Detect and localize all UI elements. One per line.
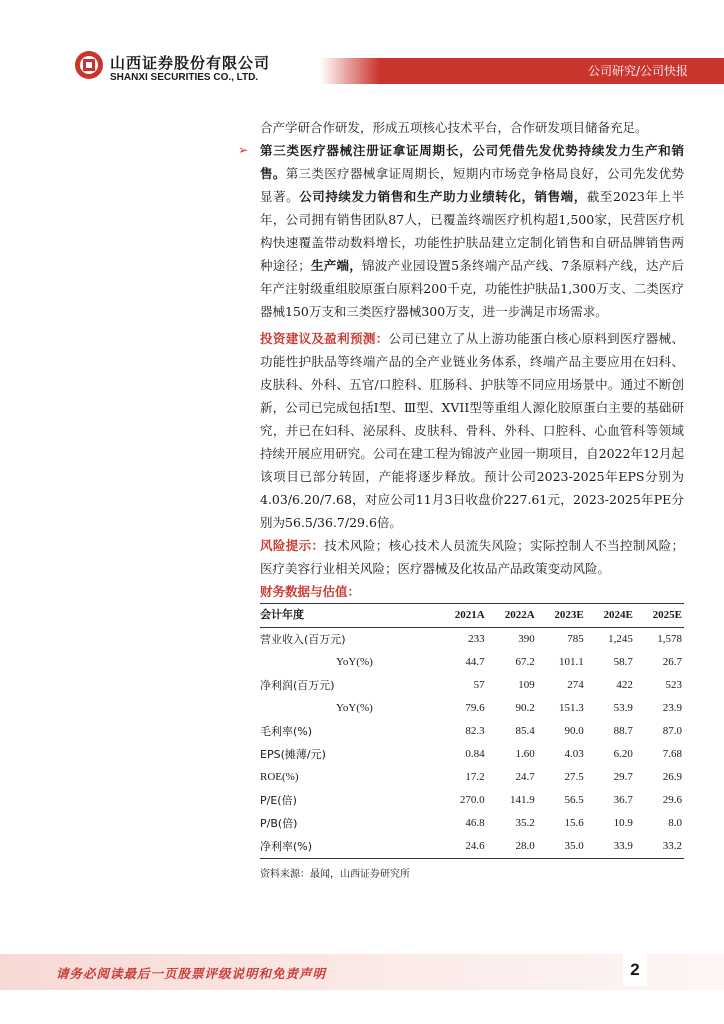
table-cell: 274	[567, 679, 584, 691]
table-cell: 33.9	[586, 835, 635, 859]
header-band-fade	[320, 58, 380, 84]
bullet-text-1: 第三类医疗器械拿证周期长，短期内市场竞争格局良好，公司先发优势显著。	[260, 166, 684, 204]
table-header-cell: 2025E	[635, 604, 684, 628]
table-cell: 36.7	[613, 794, 633, 806]
table-row	[260, 697, 684, 720]
table-cell: 10.9	[613, 817, 633, 829]
table-row	[260, 628, 684, 652]
table-cell: 90.0	[564, 725, 584, 737]
company-logo-icon	[74, 50, 104, 80]
table-cell: 1.60	[515, 748, 535, 760]
page-number: 2	[623, 954, 647, 986]
row-label: YoY(%)	[336, 656, 373, 668]
table-cell: 0.84	[465, 748, 485, 760]
table-cell: 33.2	[635, 835, 684, 859]
table-cell: 1,245	[608, 633, 633, 645]
table-cell: 46.8	[465, 817, 485, 829]
row-label: 净利润(百万元)	[260, 679, 335, 692]
table-header-cell: 2023E	[537, 604, 586, 628]
table-cell: 7.68	[662, 748, 682, 760]
table-row	[260, 812, 684, 835]
table-cell: 24.6	[437, 835, 487, 859]
table-row	[260, 674, 684, 697]
bullet-item	[238, 139, 684, 323]
table-header-cell: 2024E	[586, 604, 635, 628]
table-header-row	[260, 604, 684, 628]
risk-label: 风险提示：	[260, 538, 325, 553]
table-header-cell: 2021A	[437, 604, 487, 628]
table-cell: 29.6	[662, 794, 682, 806]
table-row	[260, 651, 684, 674]
row-label: ROE(%)	[260, 771, 299, 783]
table-cell: 87.0	[662, 725, 682, 737]
table-cell: 101.1	[559, 656, 584, 668]
table-body	[260, 628, 684, 859]
row-label: P/B(倍)	[260, 817, 298, 830]
table-cell: 90.2	[515, 702, 535, 714]
risk-paragraph	[260, 534, 684, 580]
report-section-label: 公司研究/公司快报	[587, 64, 688, 78]
table-cell: 270.0	[459, 794, 485, 806]
table-cell: 56.5	[564, 794, 584, 806]
bullet-paragraph	[260, 139, 684, 323]
bullet-text-2: 截至2023年上半年，公司拥有销售团队87人，已覆盖终端医疗机构超1,500家，民营医疗机构快速覆盖带动数料增长，功能性护肤品建立定制化销售和自研品牌销售两种途径；	[260, 189, 684, 273]
table-cell: 35.0	[537, 835, 586, 859]
row-label: YoY(%)	[336, 702, 373, 714]
row-label: 营业收入(百万元)	[260, 633, 346, 646]
table-cell: 109	[518, 679, 535, 691]
row-label: 毛利率(%)	[260, 725, 313, 738]
table-cell: 422	[616, 679, 633, 691]
table-cell: 785	[567, 633, 584, 645]
table-row	[260, 743, 684, 766]
table-cell: 85.4	[515, 725, 535, 737]
table-cell: 15.6	[564, 817, 584, 829]
table-cell: 24.7	[515, 771, 535, 783]
table-cell: 151.3	[559, 702, 584, 714]
footer-disclaimer: 请务必阅读最后一页股票评级说明和免责声明	[56, 966, 327, 981]
table-row	[260, 835, 684, 859]
table-cell: 27.5	[564, 771, 584, 783]
table-cell: 8.0	[668, 817, 682, 829]
table-cell: 6.20	[613, 748, 633, 760]
investment-paragraph	[260, 327, 684, 534]
table-header-cell: 会计年度	[260, 604, 437, 628]
table-cell: 67.2	[515, 656, 535, 668]
investment-text: 公司已建立了从上游功能蛋白核心原料到医疗器械、功能性护肤品等终端产品的全产业链业务体系，终端产品主要应用在妇科、皮肤科、外科、五官/口腔科、肛肠科、护肤等不同应用场景中。通过不断创新，公司已完成包括Ⅰ型、Ⅲ型、XVII型等重组人源化胶原蛋白主要的基础研究，并已在妇科、泌尿科、皮肤科、骨科、外科、口腔科、心血管科等领域持续开展应用研究。公司在建工程为锦波产业园一期项目，自2022年12月起该项目已部分转固，产能将逐步释放。预计公司2023-2025年EPS分别为4.03/6.20/7.68，对应公司11月3日收盘价227.61元，2023-2025年PE分别为56.5/36.7/29.6倍。	[260, 331, 684, 530]
paragraph-tech-platform: 合产学研合作研发，形成五项核心技术平台，合作研发项目储备充足。	[260, 120, 648, 135]
table-title: 财务数据与估值：	[260, 584, 361, 599]
table-source: 资料来源：最闻，山西证券研究所	[260, 869, 410, 880]
bullet-bold-3: 生产端，	[310, 258, 362, 273]
table-cell: 523	[665, 679, 682, 691]
row-label: EPS(摊薄/元)	[260, 748, 326, 761]
table-header-cell: 2022A	[487, 604, 537, 628]
table-cell: 1,578	[657, 633, 682, 645]
table-cell: 23.9	[662, 702, 682, 714]
table-cell: 57	[473, 679, 485, 691]
table-cell: 58.7	[613, 656, 633, 668]
table-row	[260, 766, 684, 789]
table-cell: 35.2	[515, 817, 535, 829]
table-cell: 44.7	[465, 656, 485, 668]
table-cell: 28.0	[487, 835, 537, 859]
company-name-cn: 山西证券股份有限公司	[110, 54, 271, 72]
main-content	[238, 116, 684, 886]
table-cell: 4.03	[564, 748, 584, 760]
financial-table	[260, 603, 684, 859]
investment-label: 投资建议及盈利预测：	[260, 331, 389, 346]
table-cell: 233	[468, 633, 485, 645]
table-row	[260, 789, 684, 812]
table-cell: 82.3	[465, 725, 485, 737]
table-row	[260, 720, 684, 743]
table-cell: 26.9	[662, 771, 682, 783]
row-label: P/E(倍)	[260, 794, 297, 807]
table-cell: 141.9	[509, 794, 535, 806]
company-name-en: SHANXI SECURITIES CO., LTD.	[110, 72, 259, 83]
bullet-heading: 第三类医疗器械注册证拿证周期长，公司凭借先发优势持续发力生产和销售。	[260, 143, 684, 181]
table-cell: 88.7	[613, 725, 633, 737]
table-cell: 390	[518, 633, 535, 645]
table-cell: 53.9	[613, 702, 633, 714]
table-cell: 79.6	[465, 702, 485, 714]
row-label: 净利率(%)	[260, 835, 437, 859]
table-cell: 29.7	[613, 771, 633, 783]
bullet-bold-2: 公司持续发力销售和生产助力业绩转化，销售端，	[299, 189, 587, 204]
bullet-text-3: 锦波产业园设置5条终端产品产线、7条原料产线，达产后年产注射级重组胶原蛋白原料200千克，功能性护肤品1,300万支、二类医疗器械150万支和三类医疗器械300万支，进一步满足市场需求。	[260, 258, 684, 319]
arrow-bullet-icon: ➢	[238, 143, 249, 157]
risk-text: 技术风险；核心技术人员流失风险；实际控制人不当控制风险；医疗美容行业相关风险；医疗器械及化妆品产品政策变动风险。	[260, 538, 684, 576]
table-cell: 26.7	[662, 656, 682, 668]
table-cell: 17.2	[465, 771, 485, 783]
